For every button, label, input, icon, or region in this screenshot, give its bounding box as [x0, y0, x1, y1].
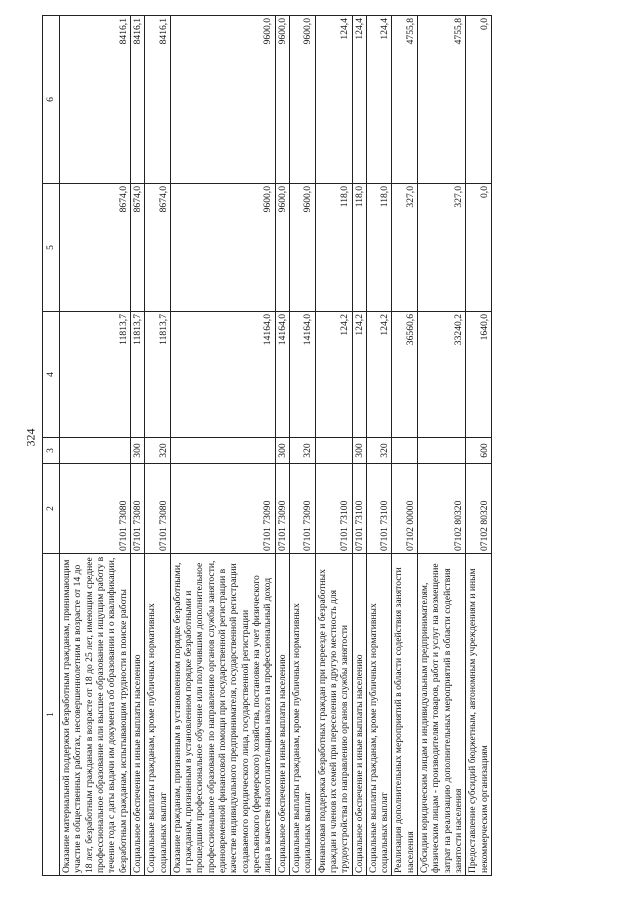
row-name: Реализация дополнительных мероприятий в области содействия занятости населения: [392, 554, 418, 876]
row-value-4: 14164,0: [275, 312, 289, 438]
row-value-4: 14164,0: [289, 312, 315, 438]
row-value-5: 118,0: [315, 184, 352, 312]
row-code: 07101 73100: [315, 464, 352, 554]
row-value-6: 8416,1: [130, 16, 144, 184]
row-value-4: 11813,7: [130, 312, 144, 438]
row-expense-type: 320: [289, 438, 315, 464]
row-value-5: 118,0: [366, 184, 392, 312]
row-expense-type: [170, 438, 275, 464]
table-row: [466, 16, 492, 876]
table-row: [392, 16, 418, 876]
row-code: 07102 80320: [466, 464, 492, 554]
table-row: [170, 16, 275, 876]
row-value-6: 124,4: [315, 16, 352, 184]
row-value-6: 9600,0: [289, 16, 315, 184]
row-expense-type: 300: [352, 438, 366, 464]
row-value-5: 327,0: [418, 184, 466, 312]
header-row: [43, 16, 60, 876]
row-value-5: 9600,0: [275, 184, 289, 312]
row-value-4: 36560,6: [392, 312, 418, 438]
row-expense-type: 300: [275, 438, 289, 464]
row-code: 07101 73090: [275, 464, 289, 554]
header-col-6: 6: [43, 16, 60, 184]
row-value-4: 124,2: [315, 312, 352, 438]
header-col-3: 3: [43, 438, 60, 464]
row-expense-type: [315, 438, 352, 464]
header-col-4: 4: [43, 312, 60, 438]
row-code: 07102 80320: [418, 464, 466, 554]
row-value-5: 327,0: [392, 184, 418, 312]
table-row: [418, 16, 466, 876]
table-row: [60, 16, 131, 876]
row-value-5: 8674,0: [130, 184, 144, 312]
row-value-4: 33240,2: [418, 312, 466, 438]
table-row: [352, 16, 366, 876]
table-row: [130, 16, 144, 876]
row-value-4: 124,2: [352, 312, 366, 438]
row-name: Оказание материальной поддержки безработным гражданам, принимающим участие в общественных работах, несовершеннолетним в возрасте от 14 до 18 лет, безработным гражданам в возрасте от 18 до 25 лет, имеющим среднее профессиональное образование или высшее образование и ищущим работу в течение года с даты выдачи им документа об образовании и о квалификации, безработным гражданам, испытывающим трудности в поиске работы: [60, 554, 131, 876]
row-name: Социальное обеспечение и иные выплаты населению: [130, 554, 144, 876]
table-row: [145, 16, 171, 876]
row-value-6: 4755,8: [418, 16, 466, 184]
row-value-4: 14164,0: [170, 312, 275, 438]
row-value-6: 0,0: [466, 16, 492, 184]
row-value-6: 4755,8: [392, 16, 418, 184]
row-value-5: 0,0: [466, 184, 492, 312]
header-col-5: 5: [43, 184, 60, 312]
row-value-6: 9600,0: [170, 16, 275, 184]
row-code: 07101 73080: [145, 464, 171, 554]
budget-table: [42, 15, 492, 876]
row-name: Оказание гражданам, признанным в установленном порядке безработными, и гражданам, признанным в установленном порядке безработными и прошедшим профессиональное обучение или получившим дополнительное профессиональное образование по направлению органов службы занятости, единовременной финансовой помощи при государственной регистрации в качестве индивидуального предпринимателя, государственной регистрации создаваемого юридического лица, государственной регистрации крестьянского (фермерского) хозяйства, постановке на учет физического лица в качестве налогоплательщика налога на профессиональный доход: [170, 554, 275, 876]
row-value-6: 8416,1: [60, 16, 131, 184]
row-value-6: 9600,0: [275, 16, 289, 184]
rotated-table-frame: [42, 16, 622, 876]
row-code: 07101 73100: [352, 464, 366, 554]
row-expense-type: [392, 438, 418, 464]
rotated-page-container: [42, 16, 622, 876]
row-expense-type: 320: [366, 438, 392, 464]
row-value-5: 8674,0: [145, 184, 171, 312]
row-value-5: 118,0: [352, 184, 366, 312]
row-value-5: 9600,0: [289, 184, 315, 312]
row-code: 07101 73090: [289, 464, 315, 554]
row-value-6: 124,4: [366, 16, 392, 184]
row-name: Социальное обеспечение и иные выплаты населению: [352, 554, 366, 876]
table-row: [366, 16, 392, 876]
row-name: Социальные выплаты гражданам, кроме публичных нормативных социальных выплат: [289, 554, 315, 876]
header-col-1: 1: [43, 554, 60, 876]
row-name: Социальное обеспечение и иные выплаты населению: [275, 554, 289, 876]
row-value-6: 8416,1: [145, 16, 171, 184]
row-code: 07101 73100: [366, 464, 392, 554]
row-name: Социальные выплаты гражданам, кроме публичных нормативных социальных выплат: [145, 554, 171, 876]
row-value-4: 11813,7: [60, 312, 131, 438]
table-row: [289, 16, 315, 876]
row-expense-type: [60, 438, 131, 464]
row-value-4: 1640,0: [466, 312, 492, 438]
page-number: 324: [23, 428, 38, 447]
row-code: 07102 00000: [392, 464, 418, 554]
table-row: [315, 16, 352, 876]
table-row: [275, 16, 289, 876]
row-expense-type: 300: [130, 438, 144, 464]
row-value-5: 9600,0: [170, 184, 275, 312]
row-value-5: 8674,0: [60, 184, 131, 312]
row-name: Социальные выплаты гражданам, кроме публичных нормативных социальных выплат: [366, 554, 392, 876]
row-expense-type: [418, 438, 466, 464]
row-expense-type: 600: [466, 438, 492, 464]
row-name: Субсидии юридическим лицам и индивидуальным предпринимателям, физическим лицам - производителям товаров, работ и услуг на возмещение затрат на реализацию дополнительных мероприятий в области содействия занятости населения: [418, 554, 466, 876]
row-name: Предоставление субсидий бюджетным, автономным учреждениям и иным некоммерческим организациям: [466, 554, 492, 876]
header-col-2: 2: [43, 464, 60, 554]
row-code: 07101 73080: [130, 464, 144, 554]
row-code: 07101 73090: [170, 464, 275, 554]
row-value-4: 124,2: [366, 312, 392, 438]
row-name: Финансовая поддержка безработных граждан при переезде и безработных граждан и членов их семей при переселении в другую местность для трудоустройства по направлению органов службы занятости: [315, 554, 352, 876]
row-value-6: 124,4: [352, 16, 366, 184]
row-code: 07101 73080: [60, 464, 131, 554]
row-value-4: 11813,7: [145, 312, 171, 438]
row-expense-type: 320: [145, 438, 171, 464]
